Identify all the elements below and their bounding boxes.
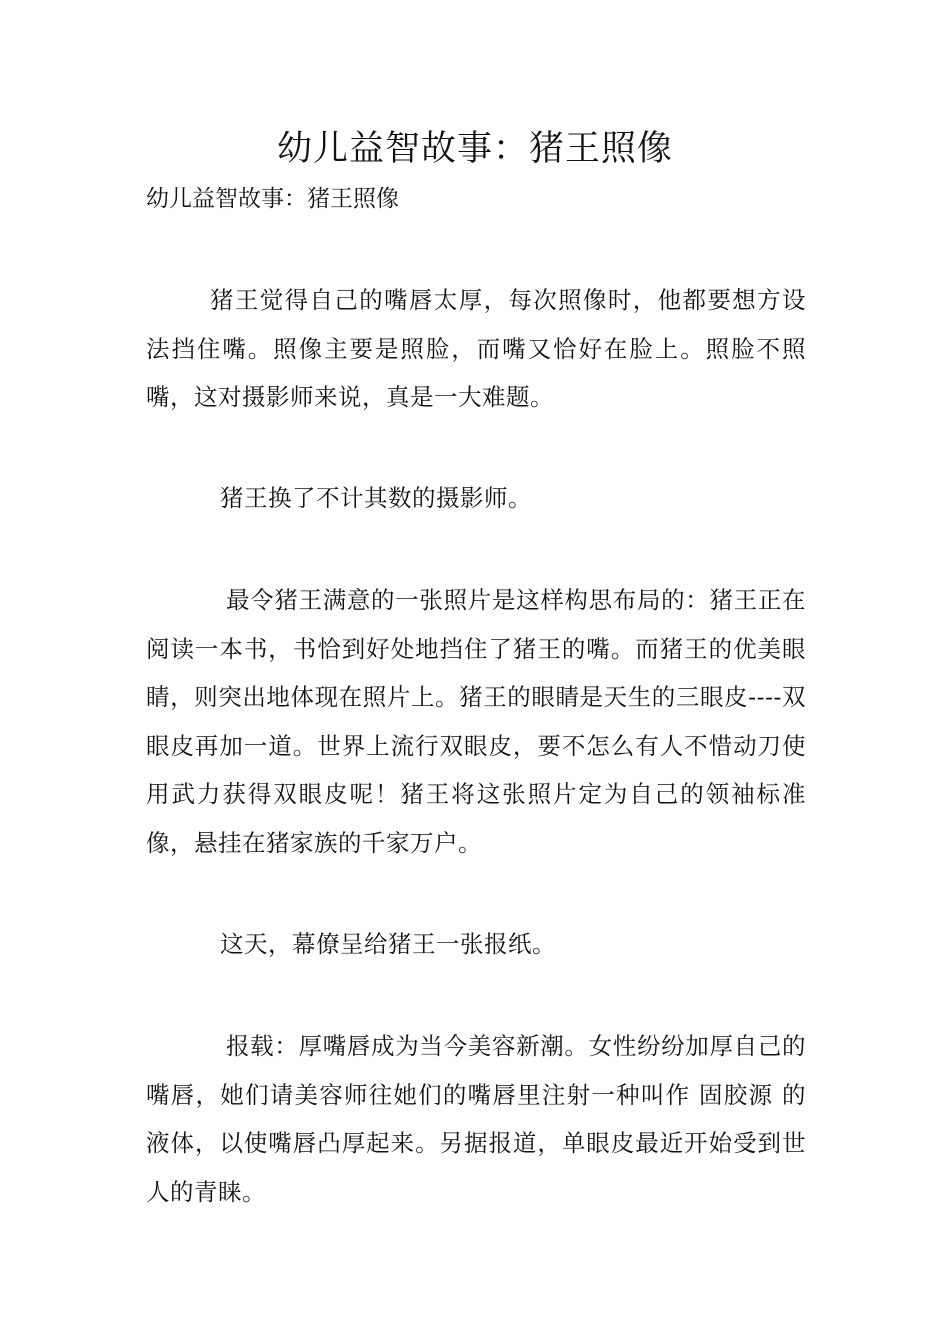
- document-subtitle: 幼儿益智故事：猪王照像: [146, 186, 399, 212]
- paragraph-1: 猪王觉得自己的嘴唇太厚，每次照像时，他都要想方设法挡住嘴。照像主要是照脸，而嘴又恰好在脸上。照脸不照嘴，这对摄影师来说，真是一大难题。: [146, 286, 806, 411]
- paragraph-3: 最令猪王满意的一张照片是这样构思布局的：猪王正在阅读一本书，书恰到好处地挡住了猪王的嘴。而猪王的优美眼睛，则突出地体现在照片上。猪王的眼睛是天生的三眼皮----双眼皮再加一道。世界上流行双眼皮，要不怎么有人不惜动刀使用武力获得双眼皮呢！猪王将这张照片定为自己的领袖标准像，悬挂在猪家族的千家万户。: [146, 586, 806, 857]
- document-title: 幼儿益智故事：猪王照像: [276, 129, 673, 169]
- paragraph-2: 猪王换了不计其数的摄影师。: [220, 484, 532, 512]
- paragraph-5: 报载：厚嘴唇成为当今美容新潮。女性纷纷加厚自己的嘴唇，她们请美容师往她们的嘴唇里注射一种叫作 固胶源 的液体，以使嘴唇凸厚起来。另据报道，单眼皮最近开始受到世人的青睐。: [146, 1032, 806, 1206]
- paragraph-4: 这天，幕僚呈给猪王一张报纸。: [220, 930, 556, 958]
